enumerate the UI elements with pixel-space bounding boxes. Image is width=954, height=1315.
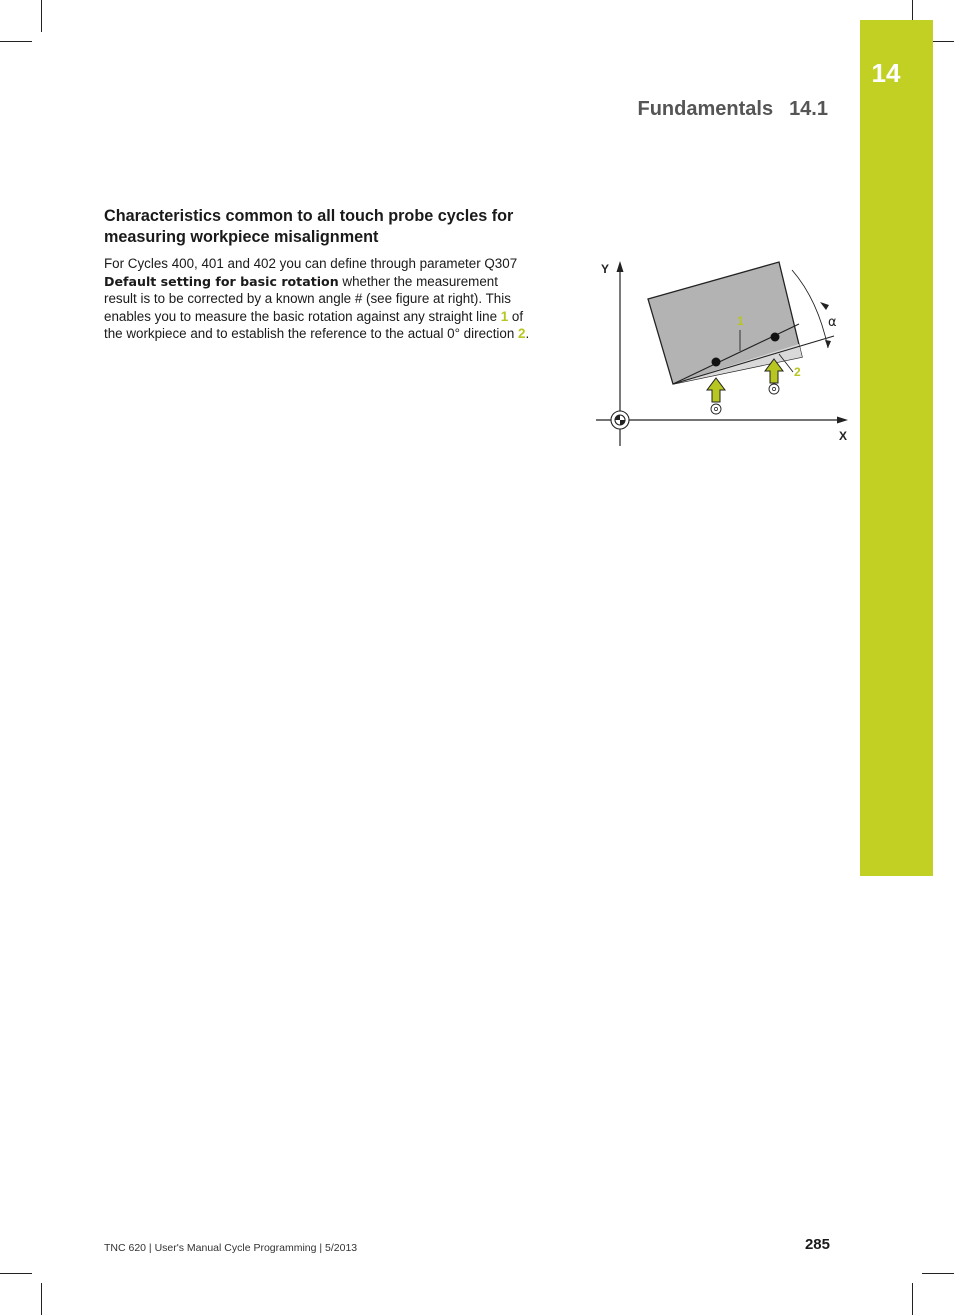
chapter-tab: [860, 20, 933, 876]
y-axis-arrow: [617, 261, 624, 272]
probe-stylus-icon: [769, 384, 779, 394]
callout-2: 2: [794, 365, 801, 379]
x-axis-label: X: [839, 429, 848, 443]
x-axis-arrow: [837, 417, 848, 424]
probe-arrow-1: [707, 378, 725, 402]
angle-label: α: [828, 315, 837, 330]
probe-point: [771, 333, 780, 342]
paragraph-text: For Cycles 400, 401 and 402 you can define through parameter Q307: [104, 256, 518, 271]
crop-mark: [41, 0, 42, 32]
footer-text: TNC 620 | User's Manual Cycle Programming | 5/2013: [104, 1242, 358, 1254]
probe-stylus-icon: [711, 404, 721, 414]
parameter-name: Default setting for basic rotation: [104, 273, 339, 289]
paragraph-text: of the workpiece and to establish the reference to the actual 0° direction: [104, 308, 524, 342]
body-paragraph: [104, 255, 534, 343]
angle-arrow-bottom: [825, 340, 831, 348]
page-number: 285: [804, 1236, 830, 1253]
paragraph-text: .: [525, 326, 530, 342]
crop-mark: [41, 1283, 42, 1315]
crop-mark: [912, 1283, 913, 1315]
paragraph-text: whether the measurement result is to be corrected by a known angle # (see figure at right). This enables you to measure the basic rotation against any straight line: [104, 273, 511, 324]
chapter-number: 14: [871, 58, 901, 88]
crop-mark: [922, 1273, 954, 1274]
probe-point: [712, 358, 721, 367]
angle-arrow-top: [820, 302, 829, 310]
reference-2: 2: [518, 326, 526, 342]
running-header: [637, 98, 828, 121]
misalignment-figure: [588, 252, 858, 452]
crop-mark: [0, 1273, 32, 1274]
y-axis-label: Y: [601, 262, 610, 276]
section-title: Fundamentals: [637, 98, 774, 120]
callout-1: 1: [737, 314, 744, 328]
section-number: 14.1: [789, 98, 828, 120]
crop-mark: [0, 41, 32, 42]
section-heading: Characteristics common to all touch probe cycles for measuring workpiece misalignment: [104, 207, 514, 246]
reference-1: 1: [500, 308, 509, 324]
